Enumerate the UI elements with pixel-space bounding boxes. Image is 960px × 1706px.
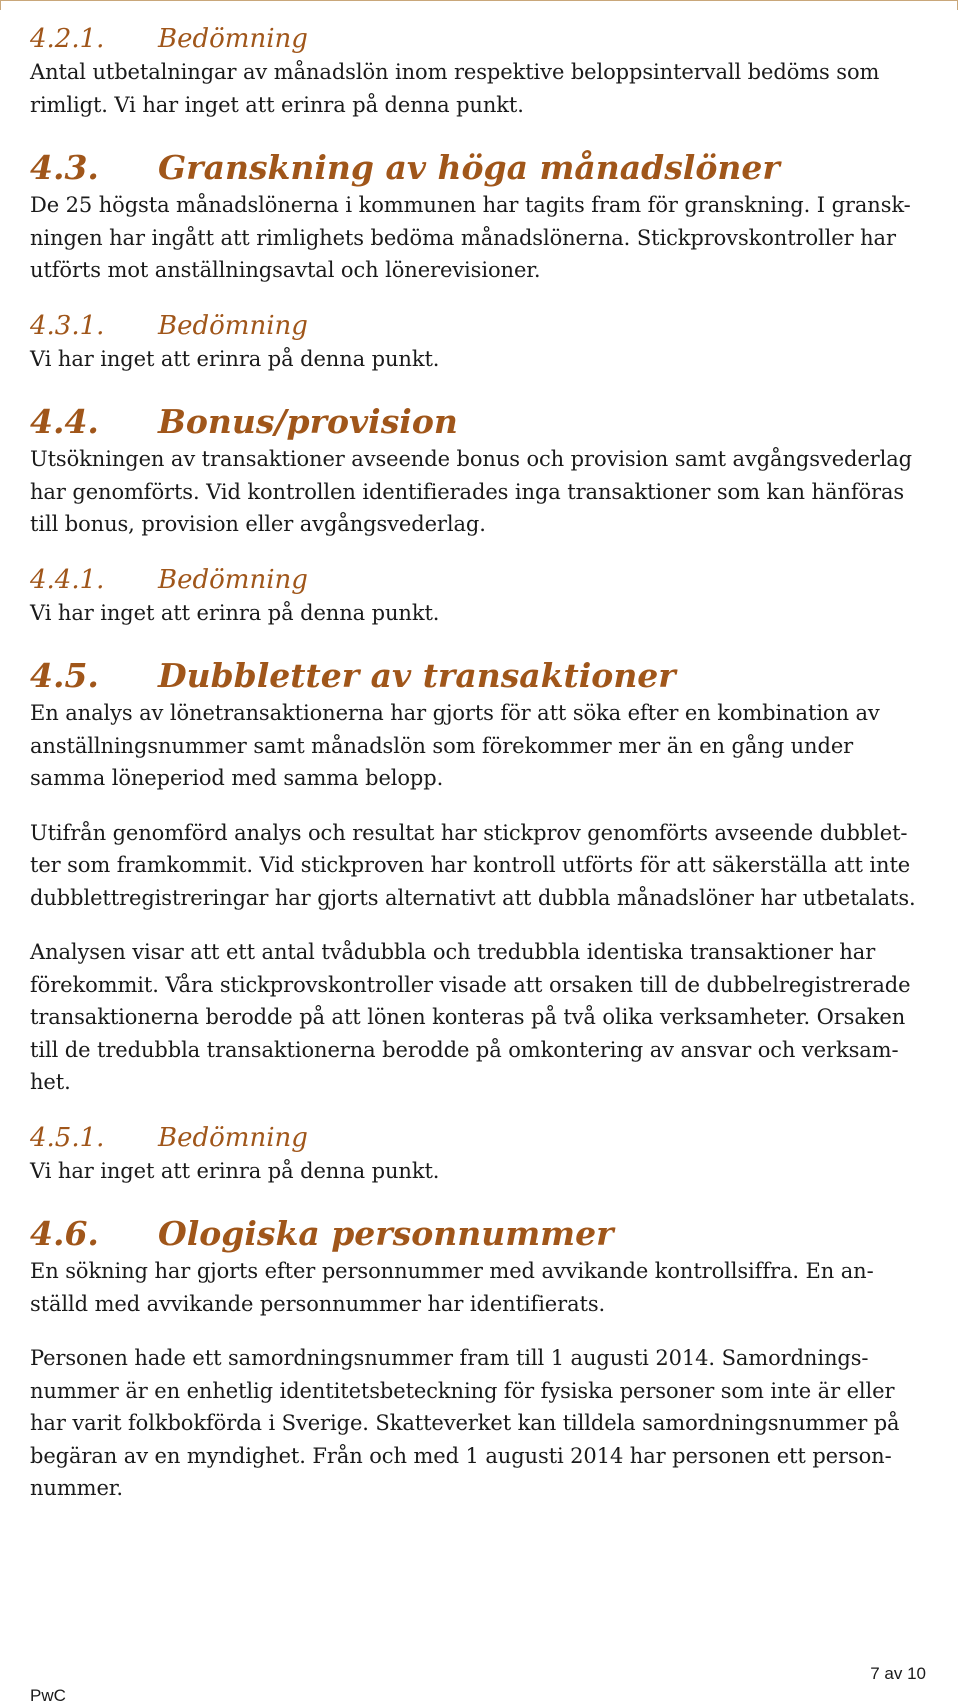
text-line: Vi har inget att erinra på denna punkt. bbox=[30, 1158, 440, 1183]
section-title: Dubbletter av transaktioner bbox=[158, 656, 676, 695]
section-title: Granskning av höga månadslöner bbox=[158, 148, 780, 187]
text-line: samma löneperiod med samma belopp. bbox=[30, 766, 444, 790]
text-line: utförts mot anställningsavtal och lönerevisioner. bbox=[30, 258, 541, 282]
section-4-6-heading bbox=[30, 1213, 940, 1255]
section-number: 4.3.1. bbox=[30, 310, 105, 341]
paragraph bbox=[30, 343, 940, 376]
text-line: transaktionerna berodde på att lönen konteras på två olika verksamheter. Orsaken bbox=[30, 1005, 906, 1029]
text-line: nummer. bbox=[30, 1476, 124, 1500]
paragraph bbox=[30, 597, 940, 630]
section-4-5-heading bbox=[30, 655, 940, 697]
text-line: Analysen visar att ett antal tvådubbla och tredubbla identiska transaktioner har bbox=[30, 940, 876, 964]
paragraph bbox=[30, 56, 940, 121]
text-line: ställd med avvikande personnummer har identifierats. bbox=[30, 1291, 606, 1316]
text-line: Vi har inget att erinra på denna punkt. bbox=[30, 600, 440, 625]
text-line: ter som framkommit. Vid stickproven har kontroll utförts för att säkerställa att inte bbox=[30, 853, 911, 877]
text-line: förekommit. Våra stickprovskontroller visade att orsaken till de dubbelregistrerade bbox=[30, 972, 911, 997]
paragraph bbox=[30, 1255, 940, 1320]
text-line: till de tredubbla transaktionerna berodde på omkontering av ansvar och verksam- bbox=[30, 1037, 899, 1062]
section-title: Bedömning bbox=[158, 24, 308, 54]
section-4-2-1-heading bbox=[30, 22, 940, 56]
paragraph bbox=[30, 817, 940, 915]
text-line: till bonus, provision eller avgångsvederlag. bbox=[30, 512, 486, 536]
section-title: Bonus/provision bbox=[158, 402, 458, 441]
text-line: Personen hade ett samordningsnummer fram till 1 augusti 2014. Samordnings- bbox=[30, 1346, 869, 1370]
section-4-3-1-heading bbox=[30, 309, 940, 343]
text-line: het. bbox=[30, 1070, 71, 1094]
section-number: 4.2.1. bbox=[30, 24, 105, 54]
paragraph bbox=[30, 697, 940, 795]
section-title: Bedömning bbox=[158, 310, 308, 341]
section-4-4-1-heading bbox=[30, 563, 940, 597]
text-line: har varit folkbokförda i Sverige. Skatteverket kan tilldela samordningsnummer på bbox=[30, 1411, 900, 1435]
paragraph bbox=[30, 443, 940, 541]
section-number: 4.5. bbox=[30, 656, 99, 695]
text-line: begäran av en myndighet. Från och med 1 augusti 2014 har personen ett person- bbox=[30, 1443, 892, 1468]
text-line: Antal utbetalningar av månadslön inom respektive beloppsintervall bedöms som bbox=[30, 60, 880, 84]
text-line: dubblettregistreringar har gjorts alternativt att dubbla månadslöner har utbetalats. bbox=[30, 885, 916, 910]
section-number: 4.3. bbox=[30, 148, 99, 187]
paragraph bbox=[30, 1342, 940, 1505]
section-4-4-heading bbox=[30, 401, 940, 443]
section-number: 4.6. bbox=[30, 1214, 99, 1253]
section-title: Bedömning bbox=[158, 564, 308, 595]
text-line: De 25 högsta månadslönerna i kommunen har tagits fram för granskning. I gransk- bbox=[30, 193, 911, 217]
text-line: En analys av lönetransaktionerna har gjorts för att söka efter en kombination av bbox=[30, 701, 880, 725]
text-line: anställningsnummer samt månadslön som förekommer mer än en gång under bbox=[30, 733, 854, 758]
text-line: Utsökningen av transaktioner avseende bonus och provision samt avgångsvederlag bbox=[30, 447, 913, 471]
document-body bbox=[30, 22, 940, 1505]
section-number: 4.5.1. bbox=[30, 1122, 105, 1153]
section-4-5-1-heading bbox=[30, 1121, 940, 1155]
section-number: 4.4.1. bbox=[30, 564, 105, 595]
footer-brand: PwC bbox=[30, 1686, 66, 1705]
paragraph bbox=[30, 1155, 940, 1188]
page-border-rule bbox=[0, 0, 958, 10]
text-line: Vi har inget att erinra på denna punkt. bbox=[30, 346, 440, 371]
section-4-3-heading bbox=[30, 147, 940, 189]
section-title: Ologiska personnummer bbox=[158, 1214, 614, 1253]
section-title: Bedömning bbox=[158, 1122, 308, 1153]
page-number: 7 av 10 bbox=[870, 1664, 926, 1683]
text-line: nummer är en enhetlig identitetsbeteckning för fysiska personer som inte är eller bbox=[30, 1378, 895, 1403]
paragraph bbox=[30, 936, 940, 1099]
section-number: 4.4. bbox=[30, 402, 99, 441]
text-line: rimligt. Vi har inget att erinra på denna punkt. bbox=[30, 92, 524, 117]
text-line: ningen har ingått att rimlighets bedöma månadslönerna. Stickprovskontroller har bbox=[30, 225, 896, 250]
text-line: En sökning har gjorts efter personnummer med avvikande kontrollsiffra. En an- bbox=[30, 1259, 874, 1283]
paragraph bbox=[30, 189, 940, 287]
text-line: Utifrån genomförd analys och resultat har stickprov genomförts avseende dubblet- bbox=[30, 820, 908, 845]
text-line: har genomförts. Vid kontrollen identifierades inga transaktioner som kan hänföras bbox=[30, 479, 905, 504]
